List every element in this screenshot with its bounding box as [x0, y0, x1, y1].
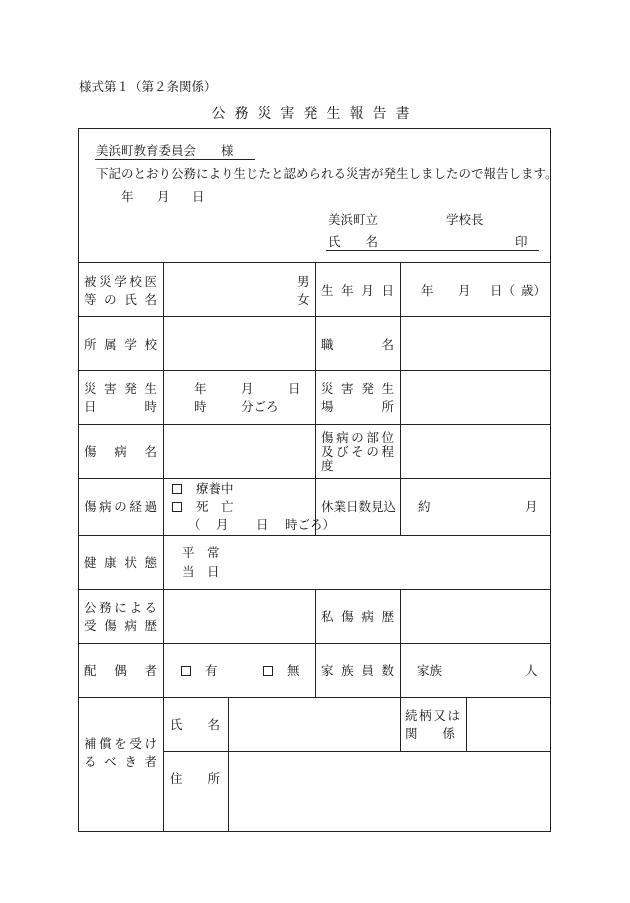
school-prefix: 美浜町立: [328, 212, 379, 227]
health-that-day: 当 日: [182, 564, 220, 579]
birth-day: 日（: [490, 283, 516, 298]
date-year: 年: [121, 189, 134, 204]
injury-detail-label: 傷病の部位: [321, 430, 394, 445]
column-divider: [163, 262, 164, 832]
death-month: 月: [216, 517, 229, 532]
spouse-label: 配偶者: [84, 663, 157, 678]
school-label: 所属学校: [84, 337, 157, 352]
column-divider: [315, 589, 316, 697]
birth-month: 月: [458, 283, 471, 298]
incident-place-label-2: 場所: [321, 399, 394, 414]
spouse-yes-text: 有: [204, 663, 218, 678]
prior-official-label: 公務による: [84, 600, 157, 615]
death-checkbox[interactable]: [172, 502, 182, 512]
row-divider: [78, 697, 551, 698]
seal-mark: 印: [515, 234, 528, 249]
addressee-underline: [95, 159, 255, 160]
page-title: 公務災害発生報告書: [211, 106, 419, 122]
name-underline: [326, 250, 539, 251]
principal-name-label: 氏 名: [328, 234, 379, 249]
form-number: 様式第１（第２条関係）: [79, 79, 217, 94]
column-divider: [400, 697, 401, 751]
treatment-checkbox[interactable]: [172, 484, 182, 494]
incident-hour: 時: [194, 399, 207, 414]
incident-place-label: 災害発生: [321, 381, 394, 396]
leave-approx: 約: [418, 499, 431, 514]
leave-days-label: 休業日数見込: [321, 499, 397, 514]
treatment-text: 療養中: [195, 481, 234, 496]
incident-year: 年: [194, 381, 207, 396]
spouse-no-checkbox[interactable]: [263, 666, 273, 676]
incident-datetime-label-2: 日時: [84, 399, 157, 414]
row-divider: [163, 751, 551, 752]
report-statement: 下記のとおり公務により生じたと認められる災害が発生しましたので報告します。: [96, 166, 558, 181]
date-month: 月: [157, 189, 170, 204]
death-paren-open: （: [188, 517, 201, 532]
death-day: 日: [256, 517, 269, 532]
principal-title: 学校長: [446, 212, 484, 227]
victim-name-label-2: 等の氏名: [84, 292, 157, 307]
birth-age: 歳）: [521, 283, 547, 298]
incident-day: 日: [288, 381, 301, 396]
victim-name-label: 被災学校医: [84, 274, 157, 289]
family-count-label: 家族員数: [321, 663, 394, 678]
incident-datetime-label: 災害発生: [84, 381, 157, 396]
spouse-no-text: 無: [286, 663, 300, 678]
birth-year: 年: [421, 283, 434, 298]
health-label: 健康状態: [84, 555, 157, 570]
injury-detail-label-2: 及びその程: [321, 444, 394, 459]
addressee: 美浜町教育委員会 様: [96, 143, 234, 158]
beneficiary-name-label: 氏 名: [170, 717, 221, 732]
prior-official-label-2: 受傷病歴: [84, 618, 157, 633]
beneficiary-label: 補償を受け: [84, 736, 157, 751]
date-day: 日: [192, 189, 205, 204]
incident-minute: 分ごろ: [241, 399, 279, 414]
beneficiary-address-label: 住 所: [170, 771, 221, 786]
column-divider: [400, 589, 401, 697]
spouse-no[interactable]: [263, 665, 300, 678]
incident-month: 月: [241, 381, 254, 396]
column-divider: [400, 262, 401, 535]
column-divider: [228, 697, 229, 832]
column-divider: [315, 262, 316, 535]
family-persons: 人: [525, 663, 538, 678]
relationship-label-2: 関 係: [405, 726, 456, 741]
position-label: 職名: [321, 337, 394, 352]
spouse-yes-checkbox[interactable]: [181, 666, 191, 676]
family-word: 家族: [417, 663, 443, 678]
birthdate-label: 生年月日: [321, 283, 394, 298]
relationship-label: 続柄又は: [405, 708, 460, 723]
sex-female: 女: [297, 292, 310, 307]
sex-male: 男: [297, 274, 310, 289]
death-time: 時ごろ）: [285, 517, 336, 532]
injury-name-label: 傷病名: [84, 444, 157, 459]
beneficiary-label-2: るべき者: [84, 754, 157, 769]
injury-detail-label-3: 度: [321, 458, 334, 473]
prior-private-label: 私傷病歴: [321, 609, 394, 624]
row-divider: [78, 535, 551, 536]
spouse-yes[interactable]: [181, 665, 218, 678]
column-divider: [466, 697, 467, 751]
death-text: 死 亡: [195, 499, 234, 514]
injury-progress-label: 傷病の経過: [84, 499, 157, 514]
health-normal: 平 常: [182, 545, 220, 560]
option-treatment[interactable]: [172, 483, 234, 496]
leave-months: 月: [525, 499, 538, 514]
option-death[interactable]: [172, 501, 234, 514]
